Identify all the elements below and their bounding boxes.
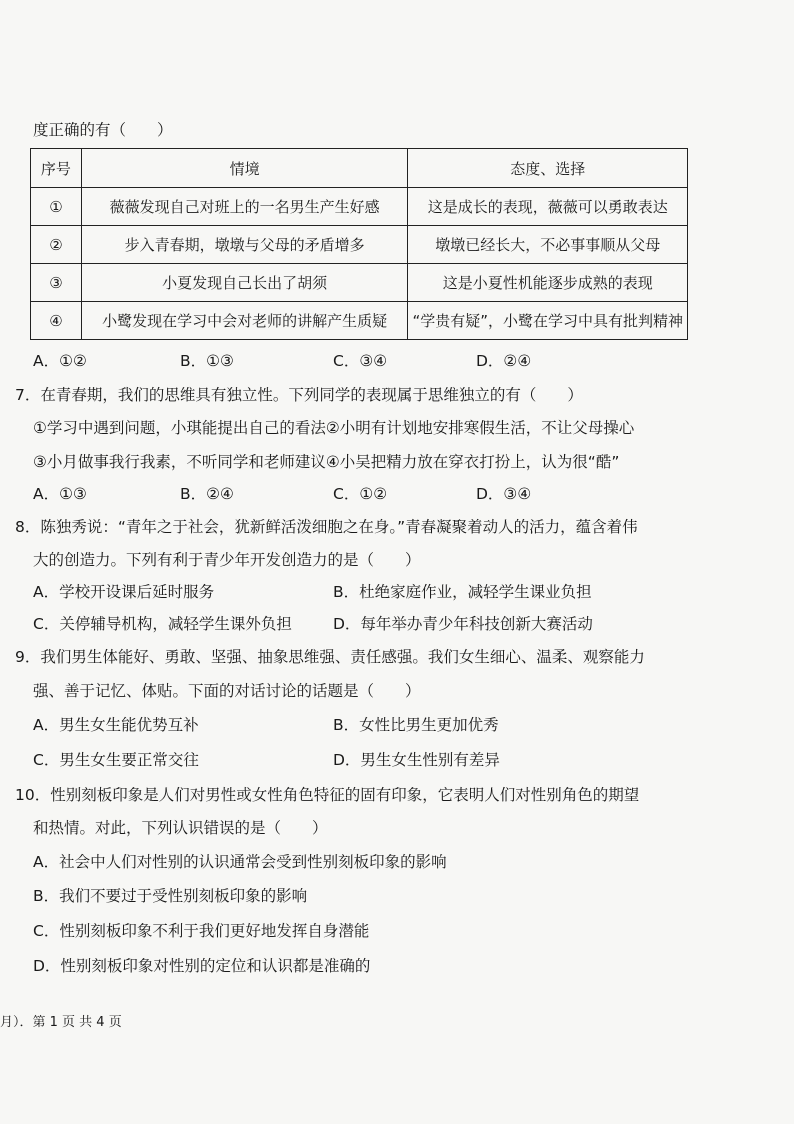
q6-option-b: B．①③ [180,352,234,370]
table-cell: ① [31,188,82,226]
q7-stem: 7．在青春期，我们的思维具有独立性。下列同学的表现属于思维独立的有（ ） [15,386,583,404]
q7-option-a: A．①③ [33,485,87,503]
q8-option-a: A．学校开设课后延时服务 [33,583,215,601]
table-header-row [31,149,688,188]
table-cell: 薇薇发现自己对班上的一名男生产生好感 [81,188,408,226]
table-row [31,226,688,264]
table-row [31,264,688,302]
table-cell: 小鹭发现在学习中会对老师的讲解产生质疑 [81,302,408,340]
table-header: 态度、选择 [408,149,688,188]
table-cell: 墩墩已经长大，不必事事顺从父母 [408,226,688,264]
q7-option-b: B．②④ [180,485,234,503]
q10-option-d: D．性别刻板印象对性别的定位和认识都是准确的 [33,957,371,975]
q10-stem-line1: 10．性别刻板印象是人们对男性或女性角色特征的固有印象，它表明人们对性别角色的期望 [15,786,640,804]
q8-option-d: D．每年举办青少年科技创新大赛活动 [333,615,593,633]
q10-option-b: B．我们不要过于受性别刻板印象的影响 [33,887,308,905]
table-cell: 步入青春期，墩墩与父母的矛盾增多 [81,226,408,264]
q10-stem-line2: 和热情。对此，下列认识错误的是（ ） [33,819,328,837]
q9-stem-line1: 9．我们男生体能好、勇敢、坚强、抽象思维强、责任感强。我们女生细心、温柔、观察能力 [15,648,645,666]
q7-statements-2: ③小月做事我行我素，不听同学和老师建议④小吴把精力放在穿衣打扮上，认为很“酷” [33,453,620,471]
q8-option-b: B．杜绝家庭作业，减轻学生课业负担 [333,583,592,601]
q10-option-a: A．社会中人们对性别的认识通常会受到性别刻板印象的影响 [33,853,447,871]
table-row [31,302,688,340]
table-row [31,188,688,226]
table-cell: ③ [31,264,82,302]
q6-stem-tail: 度正确的有（ ） [33,121,173,139]
q9-option-c: C．男生女生要正常交往 [33,751,199,769]
table-cell: 小夏发现自己长出了胡须 [81,264,408,302]
table-cell: 这是成长的表现，薇薇可以勇敢表达 [408,188,688,226]
q6-option-d: D．②④ [476,352,532,370]
table-cell: ② [31,226,82,264]
table-header: 情境 [81,149,408,188]
page-footer: 月）．第 1 页 共 4 页 [0,1015,122,1030]
q6-option-a: A．①② [33,352,87,370]
q9-stem-line2: 强、善于记忆、体贴。下面的对话讨论的话题是（ ） [33,682,421,700]
table-cell: 这是小夏性机能逐步成熟的表现 [408,264,688,302]
q6-table [30,148,688,340]
q7-option-d: D．③④ [476,485,532,503]
q7-statements-1: ①学习中遇到问题，小琪能提出自己的看法②小明有计划地安排寒假生活，不让父母操心 [33,419,635,437]
table-header: 序号 [31,149,82,188]
q10-option-c: C．性别刻板印象不利于我们更好地发挥自身潜能 [33,922,370,940]
q8-option-c: C．关停辅导机构，减轻学生课外负担 [33,615,292,633]
q9-option-b: B．女性比男生更加优秀 [333,716,499,734]
q8-stem-line2: 大的创造力。下列有利于青少年开发创造力的是（ ） [33,551,421,569]
q6-option-c: C．③④ [333,352,388,370]
q9-option-a: A．男生女生能优势互补 [33,716,199,734]
table-cell: ④ [31,302,82,340]
q9-option-d: D．男生女生性别有差异 [333,751,500,769]
q8-stem-line1: 8．陈独秀说：“青年之于社会，犹新鲜活泼细胞之在身。”青春凝聚着动人的活力，蕴含着伟 [15,518,638,536]
q7-option-c: C．①② [333,485,388,503]
table-cell: “学贵有疑”，小鹭在学习中具有批判精神 [408,302,688,340]
